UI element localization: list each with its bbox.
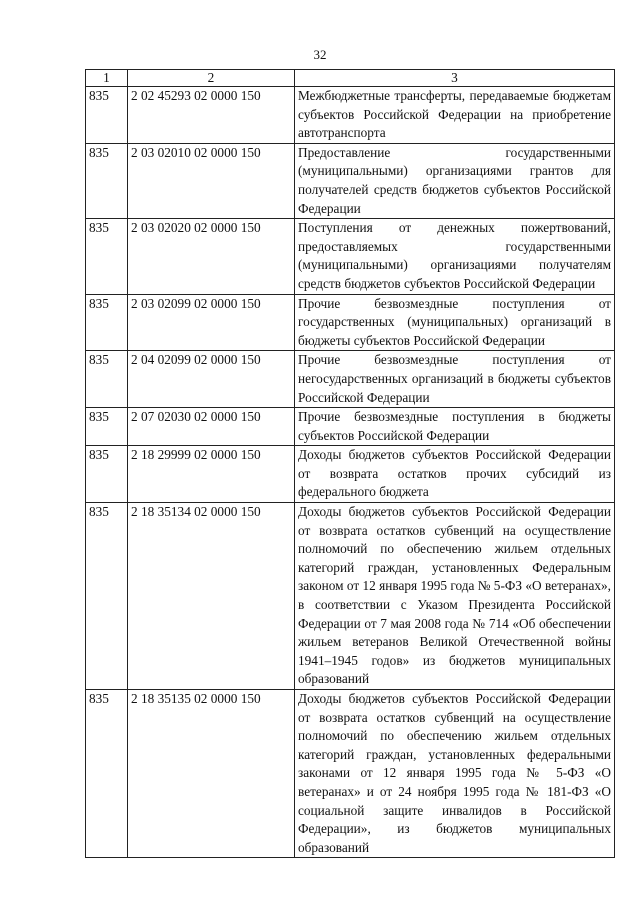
table-row [86,219,615,294]
budget-code-cell: 2 04 02099 02 0000 150 [128,351,295,408]
description-cell: Прочие безвозмездные поступления в бюджеты субъектов Российской Федерации [295,408,615,446]
description-cell: Доходы бюджетов субъектов Российской Федерации от возврата остатков субвенций на осуществление полномочий по обеспечению жильем отдельных категорий граждан, установленных Федеральным законом от 12 января 1995 года № 5-ФЗ «О ветеранах», в соответствии с Указом Президента Российской Федерации от 7 мая 2008 года № 714 «Об обеспечении жильем ветеранов Великой Отечественной войны 1941–1945 годов» из бюджетов муниципальных образований [295,503,615,690]
budget-code-cell: 2 07 02030 02 0000 150 [128,408,295,446]
table-row [86,690,615,858]
admin-code-cell: 835 [86,143,128,218]
header-row [86,70,615,87]
description-cell: Доходы бюджетов субъектов Российской Федерации от возврата остатков субвенций на осуществление полномочий по обеспечению жильем отдельных категорий граждан, установленных федеральными законами от 12 января 1995 года № 5-ФЗ «О ветеранах» и от 24 ноября 1995 года № 181-ФЗ «О социальной защите инвалидов в Российской Федерации», из бюджетов муниципальных образований [295,690,615,858]
table-row [86,143,615,218]
admin-code-cell: 835 [86,294,128,351]
admin-code-cell: 835 [86,351,128,408]
column-header-3: 3 [295,70,615,87]
description-cell: Прочие безвозмездные поступления от государственных (муниципальных) организаций в бюджеты субъектов Российской Федерации [295,294,615,351]
budget-code-cell: 2 18 35134 02 0000 150 [128,503,295,690]
budget-code-cell: 2 03 02099 02 0000 150 [128,294,295,351]
admin-code-cell: 835 [86,446,128,503]
description-cell: Поступления от денежных пожертвований, предоставляемых государственными (муниципальными) организациями получателям средств бюджетов субъектов Российской Федерации [295,219,615,294]
description-cell: Доходы бюджетов субъектов Российской Федерации от возврата остатков прочих субсидий из федерального бюджета [295,446,615,503]
description-cell: Предоставление государственными (муниципальными) организациями грантов для получателей средств бюджетов субъектов Российской Федерации [295,143,615,218]
table-row [86,294,615,351]
admin-code-cell: 835 [86,690,128,858]
page-number: 32 [313,47,327,62]
description-cell: Межбюджетные трансферты, передаваемые бюджетам субъектов Российской Федерации на приобретение автотранспорта [295,87,615,144]
column-header-2: 2 [128,70,295,87]
admin-code-cell: 835 [86,408,128,446]
table-row [86,408,615,446]
admin-code-cell: 835 [86,503,128,690]
budget-code-cell: 2 18 29999 02 0000 150 [128,446,295,503]
column-header-1: 1 [86,70,128,87]
budget-code-cell: 2 03 02020 02 0000 150 [128,219,295,294]
table-row [86,87,615,144]
budget-code-cell: 2 02 45293 02 0000 150 [128,87,295,144]
budget-code-cell: 2 18 35135 02 0000 150 [128,690,295,858]
table-row [86,351,615,408]
table-row [86,446,615,503]
budget-code-cell: 2 03 02010 02 0000 150 [128,143,295,218]
description-cell: Прочие безвозмездные поступления от негосударственных организаций в бюджеты субъектов Российской Федерации [295,351,615,408]
admin-code-cell: 835 [86,87,128,144]
budget-codes-table [85,69,615,858]
table-row [86,503,615,690]
admin-code-cell: 835 [86,219,128,294]
